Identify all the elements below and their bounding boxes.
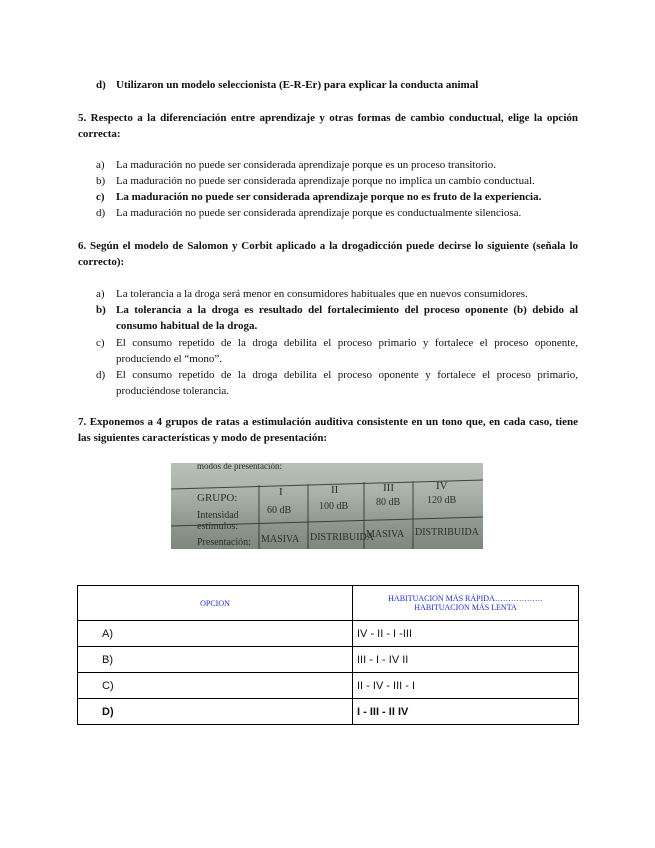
option-text: La maduración no puede ser considerada aprendizaje porque no implica un cambio conductual. [116, 175, 535, 187]
option-text: El consumo repetido de la droga debilita el proceso oponente y fortalece el proceso primario, produciéndose tolerancia. [116, 369, 578, 397]
header-fastest: HABITUACION MÁS RÁPIDA……………… [388, 594, 543, 603]
photo-intensity-1: 60 dB [267, 505, 292, 516]
option-letter: a) [96, 288, 105, 300]
photo-intensity-4: 120 dB [427, 495, 457, 506]
photo-presentation-1: MASIVA [261, 534, 300, 545]
order-cell: II - IV - III - I [353, 673, 579, 699]
option-cell: D) [78, 699, 353, 725]
photo-row-label-intensity: Intensidad [197, 510, 239, 521]
option-text: La maduración no puede ser considerada aprendizaje porque es conductualmente silenciosa. [116, 207, 522, 219]
question-7: 7. Exponemos a 4 grupos de ratas a estimulación auditiva consistente en un tono que, en cada caso, tiene las siguientes características y modo de presentación: [78, 416, 578, 444]
header-habituation [353, 586, 579, 621]
option-letter: d) [96, 369, 106, 381]
option-letter: d) [96, 79, 106, 91]
option-text: La tolerancia a la droga es resultado del fortalecimiento del proceso oponente (b) debido al consumo habitual de la droga. [116, 304, 578, 332]
photo-intensity-2: 100 dB [319, 501, 349, 512]
photo-group-2: II [331, 484, 339, 496]
photo-presentation-3: MASIVA [366, 529, 405, 540]
table-row [78, 699, 579, 725]
order-cell: I - III - II IV [353, 699, 579, 725]
answer-table [77, 585, 579, 725]
photo-caption: modos de presentación: [197, 463, 282, 471]
photo-row-label-stimuli: estímulos: [197, 521, 239, 532]
photo-group-1: I [279, 486, 283, 498]
option-letter: d) [96, 207, 106, 219]
option-cell: B) [78, 647, 353, 673]
photo-presentation-2: DISTRIBUIDA [310, 532, 374, 543]
photo-intensity-3: 80 dB [376, 497, 401, 508]
order-cell: III - I - IV II [353, 647, 579, 673]
header-option [78, 586, 353, 621]
table-row [78, 621, 579, 647]
photo-svg [171, 463, 483, 549]
option-text: El consumo repetido de la droga debilita el proceso primario y fortalece el proceso oponente, produciendo el “mono”. [116, 337, 578, 365]
option-letter: b) [96, 175, 106, 187]
option-text: La tolerancia a la droga será menor en consumidores habituales que en nuevos consumidores. [116, 288, 528, 300]
question-6: 6. Según el modelo de Salomon y Corbit aplicado a la drogadicción puede decirse lo siguiente (señala lo correcto): [78, 240, 578, 268]
photo-row-label-presentation: Presentación: [197, 537, 251, 548]
photo-group-4: IV [436, 480, 448, 492]
option-cell: C) [78, 673, 353, 699]
option-letter: b) [96, 304, 106, 316]
option-cell: A) [78, 621, 353, 647]
photo-presentation-4: DISTRIBUIDA [415, 527, 479, 538]
table-row [78, 647, 579, 673]
option-letter: c) [96, 191, 105, 203]
photo-group-3: III [383, 482, 394, 494]
option-text: La maduración no puede ser considerada aprendizaje porque es un proceso transitorio. [116, 159, 496, 171]
stimulus-table-photo [171, 463, 483, 549]
option-letter: c) [96, 337, 105, 349]
header-option-label: OPCION [200, 598, 230, 608]
option-letter: a) [96, 159, 105, 171]
table-row [78, 673, 579, 699]
table-header-row [78, 586, 579, 621]
option-text: La maduración no puede ser considerada aprendizaje porque no es fruto de la experiencia. [116, 191, 542, 203]
order-cell: IV - II - I -III [353, 621, 579, 647]
photo-row-label-group: GRUPO: [197, 492, 238, 504]
question-5: 5. Respecto a la diferenciación entre aprendizaje y otras formas de cambio conductual, elige la opción correcta: [78, 112, 578, 140]
header-slowest: HABITUACION MÁS LENTA [414, 603, 517, 612]
option-text: Utilizaron un modelo seleccionista (E-R-Er) para explicar la conducta animal [116, 79, 479, 91]
